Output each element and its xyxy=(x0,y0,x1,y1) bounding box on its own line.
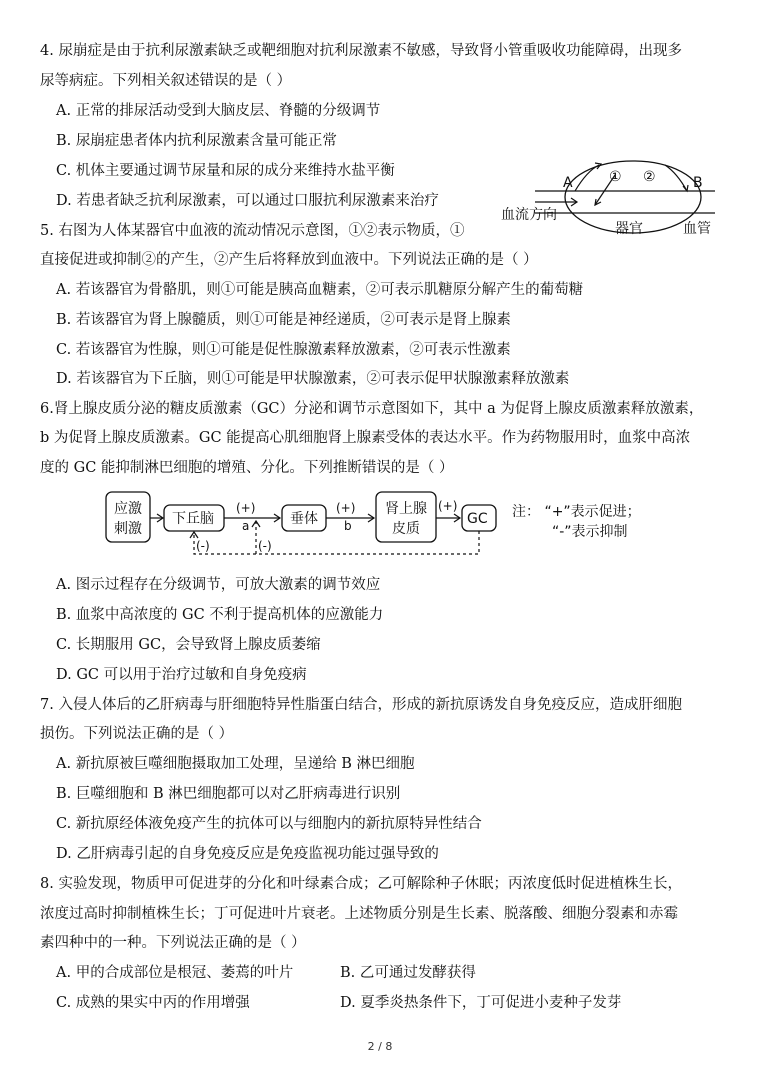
label-a: A xyxy=(563,175,573,191)
q4-stem-line1: 4. 尿崩症是由于抗利尿激素缺乏或靶细胞对抗利尿激素不敏感，导致肾小管重吸收功能障碍，出现多 xyxy=(40,43,682,59)
label-flow-direction: 血流方向 xyxy=(501,207,557,223)
q7-option-d: D. 乙肝病毒引起的自身免疫反应是免疫监视功能过强导致的 xyxy=(56,846,439,862)
q4-stem-line2: 尿等病症。下列相关叙述错误的是（ ） xyxy=(40,73,292,89)
box-gc-label: GC xyxy=(467,511,488,527)
arrow-a xyxy=(575,165,599,191)
q4-option-a: A. 正常的排尿活动受到大脑皮层、脊髓的分级调节 xyxy=(56,103,381,119)
box-pituitary-label: 垂体 xyxy=(290,511,318,527)
q4-option-c: C. 机体主要通过调节尿量和尿的成分来维持水盐平衡 xyxy=(56,163,395,179)
box-adrenal-line1: 肾上腺 xyxy=(385,501,427,517)
note-line2: “-”表示抑制 xyxy=(552,524,628,540)
box-hypothalamus-label: 下丘脑 xyxy=(172,511,214,527)
label-minus-2: (-) xyxy=(258,539,272,553)
box-stress-line2: 刺激 xyxy=(114,521,142,537)
label-plus-b: (+) xyxy=(336,501,356,515)
q8-option-d: D. 夏季炎热条件下，丁可促进小麦种子发芽 xyxy=(340,995,622,1011)
q8-stem-line1: 8. 实验发现，物质甲可促进芽的分化和叶绿素合成；乙可解除种子休眠；丙浓度低时促进植株生长， xyxy=(40,876,682,892)
q5-stem-line2: 直接促进或抑制②的产生，②产生后将释放到血液中。下列说法正确的是（ ） xyxy=(40,252,538,268)
blood-flow-diagram xyxy=(501,155,730,247)
note-line1: 注： “+”表示促进； xyxy=(512,504,641,520)
q7-stem-line2: 损伤。下列说法正确的是（ ） xyxy=(40,726,234,742)
q8-stem-line3: 素四种中的一种。下列说法正确的是（ ） xyxy=(40,935,306,951)
q6-option-b: B. 血浆中高浓度的 GC 不利于提高机体的应激能力 xyxy=(56,607,384,623)
label-vessel: 血管 xyxy=(683,221,711,237)
q5-option-c: C. 若该器官为性腺，则①可能是促性腺激素释放激素，②可表示性激素 xyxy=(56,342,511,358)
q5-stem-line1: 5. 右图为人体某器官中血液的流动情况示意图，①②表示物质，① xyxy=(40,223,465,239)
q8-option-b: B. 乙可通过发酵获得 xyxy=(340,965,476,981)
q6-stem-line2: b 为促肾上腺皮质激素。GC 能提高心肌细胞肾上腺素受体的表达水平。作为药物服用时，血浆中高浓 xyxy=(40,430,691,446)
q4-option-d: D. 若患者缺乏抗利尿激素，可以通过口服抗利尿激素来治疗 xyxy=(56,193,439,209)
label-organ: 器官 xyxy=(615,221,643,237)
label-minus-1: (-) xyxy=(196,539,210,553)
box-adrenal-line2: 皮质 xyxy=(392,521,420,537)
label-plus-a: (+) xyxy=(236,501,256,515)
label-substance-1: ① xyxy=(609,169,622,185)
label-b: B xyxy=(693,175,703,191)
q8-stem-line2: 浓度过高时抑制植株生长；丁可促进叶片衰老。上述物质分别是生长素、脱落酸、细胞分裂素和赤霉 xyxy=(40,906,678,922)
label-plus-gc: (+) xyxy=(438,499,458,513)
q8-option-c: C. 成熟的果实中丙的作用增强 xyxy=(56,995,250,1011)
label-substance-2: ② xyxy=(643,169,656,185)
page-number: 2 / 8 xyxy=(367,1040,393,1053)
box-stress-line1: 应激 xyxy=(114,501,142,517)
q5-option-a: A. 若该器官为骨骼肌，则①可能是胰高血糖素，②可表示肌糖原分解产生的葡萄糖 xyxy=(56,282,584,298)
q6-stem-line3: 度的 GC 能抑制淋巴细胞的增殖、分化。下列推断错误的是（ ） xyxy=(40,460,454,476)
q4-option-b: B. 尿崩症患者体内抗利尿激素含量可能正常 xyxy=(56,133,337,149)
q6-stem-line1: 6.肾上腺皮质分泌的糖皮质激素（GC）分泌和调节示意图如下，其中 a 为促肾上腺皮质激素释放激素， xyxy=(40,401,704,417)
q7-option-b: B. 巨噬细胞和 B 淋巴细胞都可以对乙肝病毒进行识别 xyxy=(56,786,401,802)
label-a: a xyxy=(242,519,250,533)
q6-option-a: A. 图示过程存在分级调节，可放大激素的调节效应 xyxy=(56,577,381,593)
q5-option-b: B. 若该器官为肾上腺髓质，则①可能是神经递质，②可表示是肾上腺素 xyxy=(56,312,511,328)
gc-regulation-diagram xyxy=(100,488,700,564)
label-b: b xyxy=(344,519,352,533)
q8-option-a: A. 甲的合成部位是根冠、萎蔫的叶片 xyxy=(56,965,294,981)
q7-option-a: A. 新抗原被巨噬细胞摄取加工处理，呈递给 B 淋巴细胞 xyxy=(56,756,415,772)
q7-stem-line1: 7. 入侵人体后的乙肝病毒与肝细胞特异性脂蛋白结合，形成的新抗原诱发自身免疫反应，造成肝细胞 xyxy=(40,697,682,713)
q5-option-d: D. 若该器官为下丘脑，则①可能是甲状腺激素，②可表示促甲状腺激素释放激素 xyxy=(56,371,570,387)
q6-option-d: D. GC 可以用于治疗过敏和自身免疫病 xyxy=(56,667,307,683)
q6-option-c: C. 长期服用 GC，会导致肾上腺皮质萎缩 xyxy=(56,637,321,653)
q7-option-c: C. 新抗原经体液免疫产生的抗体可以与细胞内的新抗原特异性结合 xyxy=(56,816,482,832)
